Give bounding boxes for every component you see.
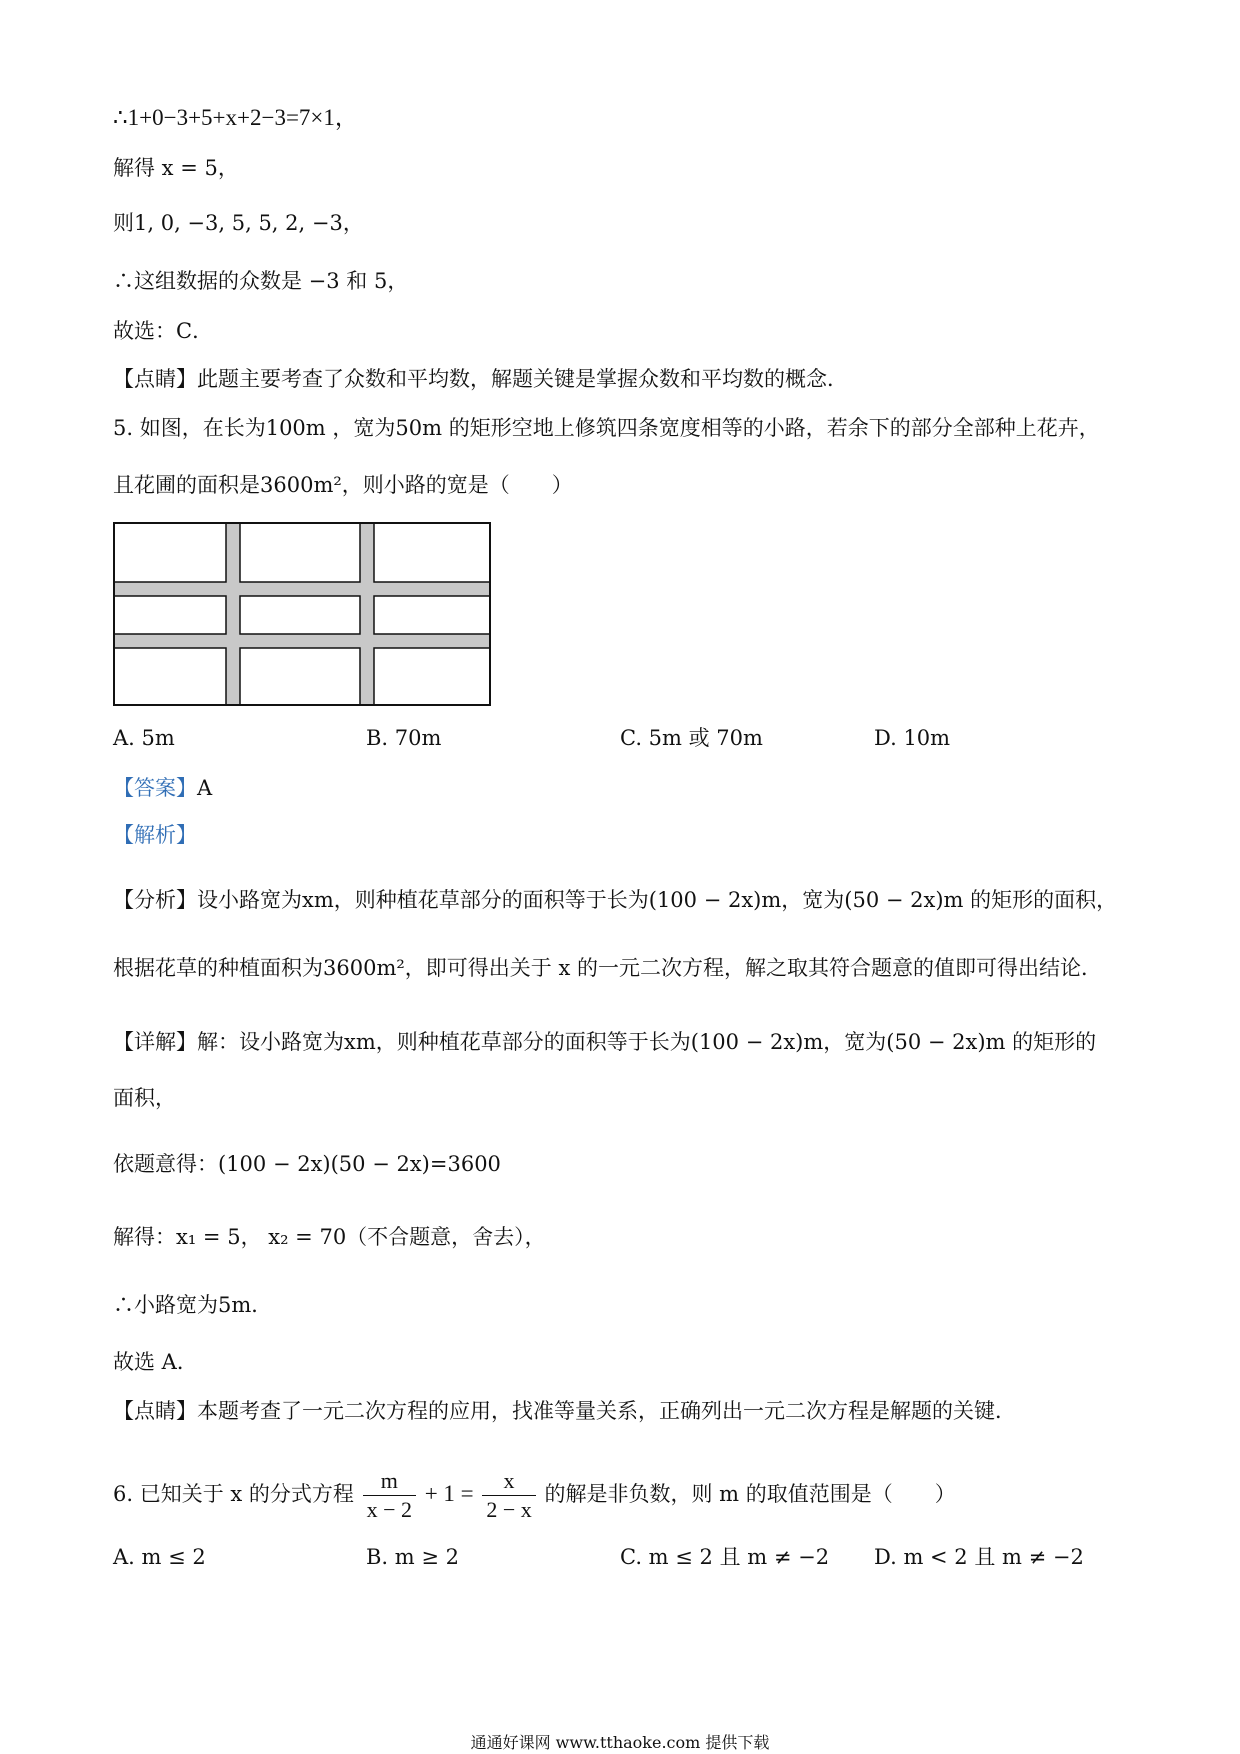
- fenxi-line2: 根据花草的种植面积为3600m²，即可得出关于 x 的一元二次方程，解之取其符合题意的值即可得出结论．: [113, 956, 1102, 980]
- q5-remark: 【点睛】本题考查了一元二次方程的应用，找准等量关系，正确列出一元二次方程是解题的关键．: [113, 1399, 1016, 1423]
- xiangjie-line1: 【详解】解：设小路宽为xm，则种植花草部分的面积等于长为(100 − 2x)m，宽为(50 − 2x)m 的矩形的: [113, 1030, 1097, 1054]
- horizontal-road-bottom: [114, 634, 490, 648]
- q4-remark: 【点睛】此题主要考查了众数和平均数，解题关键是掌握众数和平均数的概念．: [113, 367, 848, 391]
- step-choose-c: 故选：C．: [113, 319, 214, 343]
- q6-fraction-x-over-2-minus-x: [482, 1467, 535, 1524]
- q6-fraction2-denominator: 2 − x: [486, 1497, 532, 1522]
- q5-option-b: B. 70m: [366, 726, 442, 750]
- road-width-result: ∴小路宽为5m．: [113, 1293, 273, 1317]
- answer-tag: 【答案】: [113, 776, 197, 800]
- q6-stem: [113, 1462, 956, 1526]
- q6-option-c: C. m ≤ 2 且 m ≠ −2: [620, 1545, 830, 1569]
- step-sum-equation: ∴1+0−3+5+x+2−3=7×1，: [113, 105, 358, 130]
- vertical-road-left: [226, 523, 240, 705]
- q6-stem-suffix: 的解是非负数，则 m 的取值范围是（ ）: [544, 1482, 956, 1506]
- step-solve-x: 解得 x = 5，: [113, 156, 239, 180]
- fenxi-line1: 【分析】设小路宽为xm，则种植花草部分的面积等于长为(100 − 2x)m，宽为(50 − 2x)m 的矩形的面积，: [113, 888, 1118, 912]
- q5-road-figure: [113, 522, 491, 706]
- q5-stem-line1: 5. 如图，在长为100m ，宽为50m 的矩形空地上修筑四条宽度相等的小路，若余下的部分全部种上花卉，: [113, 416, 1100, 440]
- step-mode-result: ∴这组数据的众数是 −3 和 5，: [113, 269, 409, 293]
- page-footer: 通通好课网 www.tthaoke.com 提供下载: [470, 1733, 770, 1752]
- q6-option-d: D. m < 2 且 m ≠ −2: [874, 1545, 1084, 1569]
- horizontal-road-top: [114, 582, 490, 596]
- choose-a: 故选 A．: [113, 1350, 198, 1374]
- field-outline: [114, 523, 490, 705]
- q6-option-b: B. m ≥ 2: [366, 1545, 460, 1569]
- q5-option-d: D. 10m: [874, 726, 951, 750]
- q6-option-a: A. m ≤ 2: [113, 1545, 206, 1569]
- equation-setup: 依题意得：(100 − 2x)(50 − 2x)=3600: [113, 1152, 501, 1176]
- q6-fraction1-denominator: x − 2: [366, 1497, 413, 1522]
- q6-fraction2-numerator: x: [482, 1467, 535, 1496]
- q5-option-c: C. 5m 或 70m: [620, 726, 763, 750]
- q6-plus-one-equals: + 1 =: [424, 1481, 474, 1506]
- q5-option-a: A. 5m: [113, 726, 175, 750]
- q6-fraction-m-over-x-minus-2: [363, 1467, 416, 1524]
- analysis-tag: 【解析】: [113, 823, 197, 847]
- q6-stem-prefix: 6. 已知关于 x 的分式方程: [113, 1482, 354, 1506]
- xiangjie-line2: 面积，: [113, 1086, 176, 1110]
- q5-stem-line2: 且花圃的面积是3600m²，则小路的宽是（ ）: [113, 473, 573, 497]
- step-data-list: 则1, 0, −3, 5, 5, 2, −3，: [113, 211, 364, 235]
- vertical-road-right: [360, 523, 374, 705]
- q6-fraction1-numerator: m: [363, 1467, 416, 1496]
- answer-value: A: [197, 776, 213, 800]
- q5-answer-row: [113, 773, 212, 803]
- equation-roots: 解得：x₁ = 5， x₂ = 70（不合题意，舍去），: [113, 1225, 546, 1249]
